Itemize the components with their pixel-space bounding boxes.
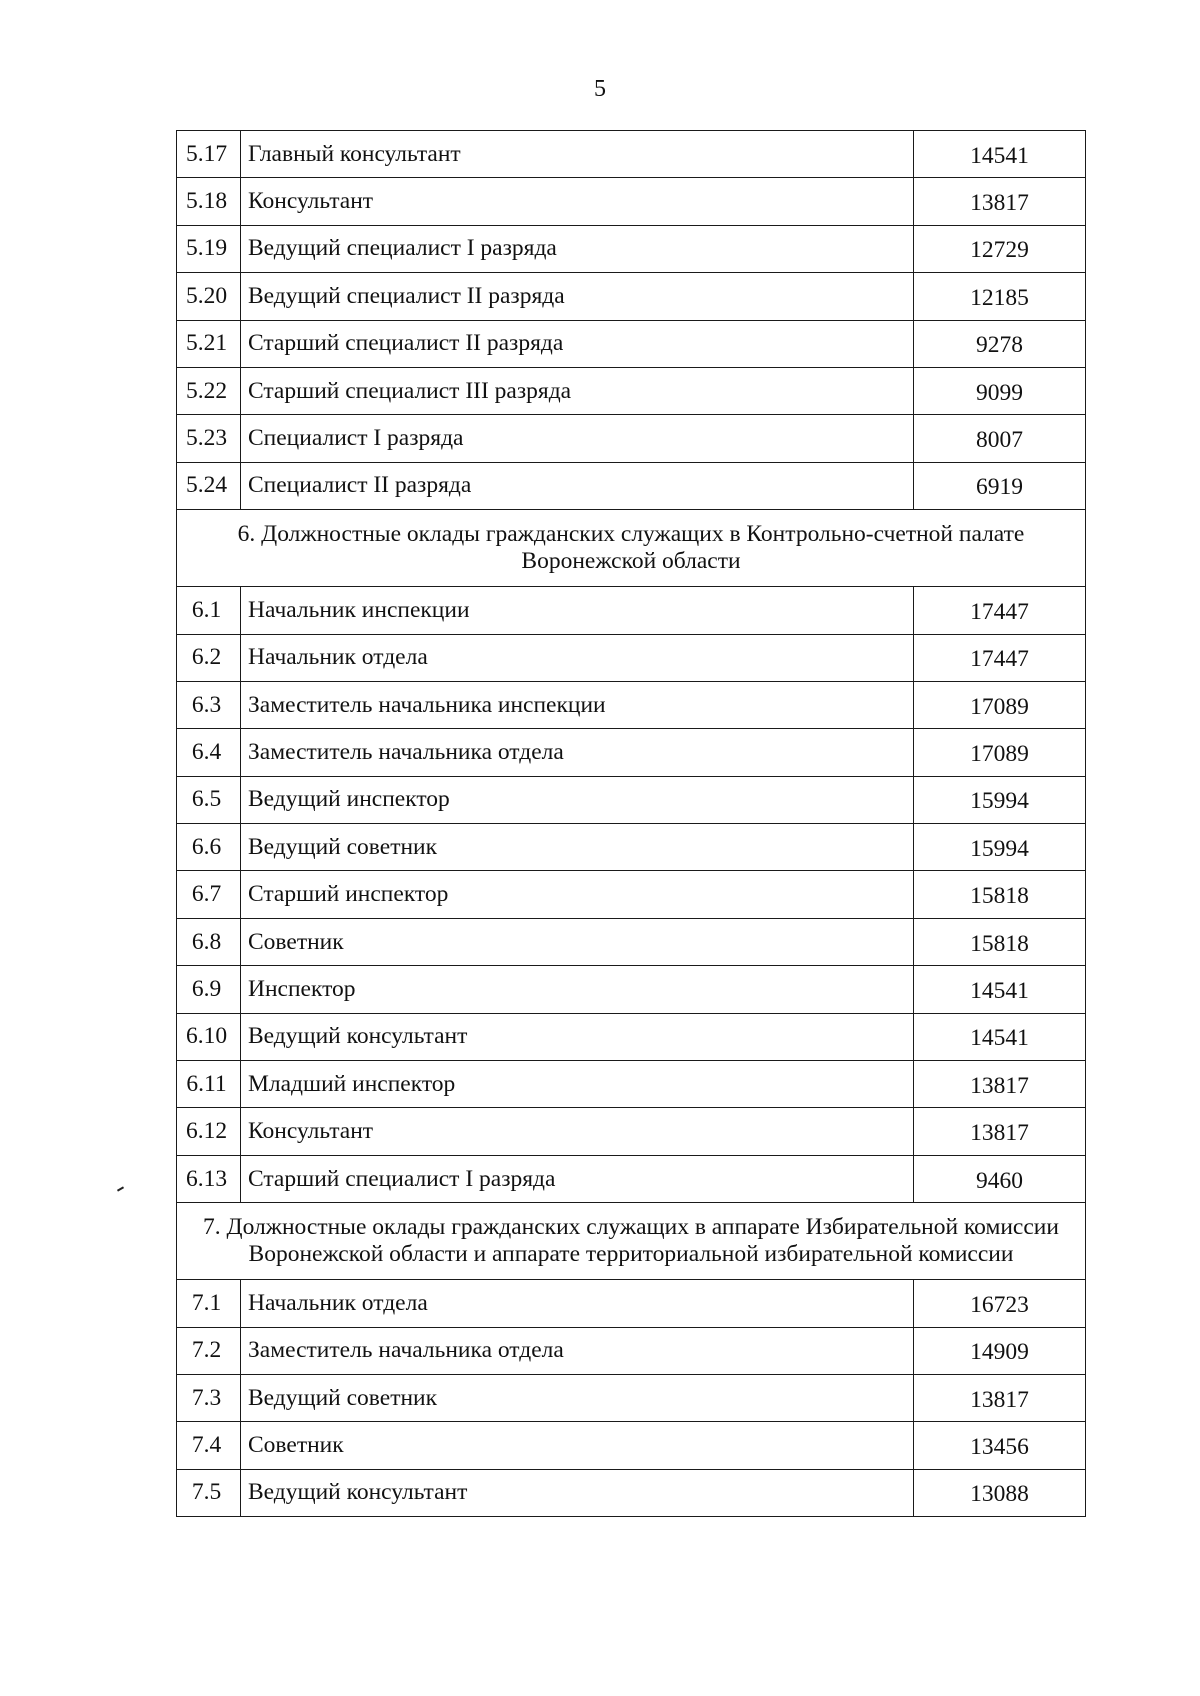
salary-value (914, 320, 1086, 367)
position-title: Главный консультант (241, 131, 914, 178)
salary-value-text: 17089 (970, 740, 1029, 767)
position-title: Советник (241, 918, 914, 965)
section-heading-line2: Воронежской области и аппарате территориальной избирательной комиссии (248, 1241, 1014, 1268)
salary-value (914, 1061, 1086, 1108)
table-row (177, 1374, 1086, 1421)
salary-value (914, 415, 1086, 462)
salary-value (914, 225, 1086, 272)
table-row (177, 1013, 1086, 1060)
row-number: 7.3 (177, 1374, 241, 1421)
table-row (177, 634, 1086, 681)
salary-value-text: 14909 (970, 1339, 1029, 1366)
position-title: Заместитель начальника отдела (241, 729, 914, 776)
salary-value (914, 1469, 1086, 1516)
position-title: Ведущий консультант (241, 1013, 914, 1060)
row-number: 6.7 (177, 871, 241, 918)
row-number: 6.9 (177, 966, 241, 1013)
table-row (177, 587, 1086, 634)
row-number: 7.5 (177, 1469, 241, 1516)
table-row (177, 1327, 1086, 1374)
table-row (177, 966, 1086, 1013)
salary-value-text: 13817 (970, 1386, 1029, 1413)
row-number: 5.17 (177, 131, 241, 178)
salary-value (914, 1327, 1086, 1374)
table-row (177, 681, 1086, 728)
row-number: 6.8 (177, 918, 241, 965)
section-heading (177, 510, 1086, 587)
position-title: Заместитель начальника инспекции (241, 681, 914, 728)
salary-value (914, 871, 1086, 918)
row-number: 6.6 (177, 824, 241, 871)
table-row (177, 1108, 1086, 1155)
salary-value (914, 729, 1086, 776)
salary-value-text: 14541 (970, 977, 1029, 1004)
section-heading-row (177, 510, 1086, 587)
position-title: Начальник инспекции (241, 587, 914, 634)
salary-value (914, 681, 1086, 728)
salary-value (914, 824, 1086, 871)
position-title: Инспектор (241, 966, 914, 1013)
salary-value-text: 13817 (970, 190, 1029, 217)
section-heading (177, 1203, 1086, 1280)
table-row (177, 776, 1086, 823)
row-number: 6.13 (177, 1155, 241, 1202)
salary-value (914, 178, 1086, 225)
position-title: Консультант (241, 1108, 914, 1155)
table-row (177, 1061, 1086, 1108)
table-row (177, 415, 1086, 462)
salary-value-text: 16723 (970, 1291, 1029, 1318)
salary-value (914, 1155, 1086, 1202)
row-number: 7.4 (177, 1422, 241, 1469)
salary-value (914, 918, 1086, 965)
row-number: 7.2 (177, 1327, 241, 1374)
table-row (177, 131, 1086, 178)
row-number: 5.20 (177, 273, 241, 320)
salary-value (914, 634, 1086, 681)
row-number: 6.4 (177, 729, 241, 776)
table-row (177, 824, 1086, 871)
salary-value-text: 6919 (976, 474, 1023, 501)
section-heading-row (177, 1203, 1086, 1280)
section-heading-line1: 7. Должностные оклады гражданских служащих в аппарате Избирательной комиссии (203, 1214, 1059, 1241)
row-number: 6.3 (177, 681, 241, 728)
page-number: 5 (594, 76, 606, 102)
position-title: Старший специалист I разряда (241, 1155, 914, 1202)
table-row (177, 178, 1086, 225)
row-number: 5.18 (177, 178, 241, 225)
table-row (177, 462, 1086, 509)
table-row (177, 918, 1086, 965)
table-row (177, 225, 1086, 272)
salary-table (176, 130, 1086, 1517)
position-title: Специалист I разряда (241, 415, 914, 462)
salary-value (914, 1013, 1086, 1060)
salary-value (914, 1280, 1086, 1327)
table-row (177, 871, 1086, 918)
salary-table-body (177, 131, 1086, 1517)
table-row (177, 273, 1086, 320)
row-number: 5.19 (177, 225, 241, 272)
salary-value-text: 13817 (970, 1072, 1029, 1099)
salary-value-text: 13456 (970, 1434, 1029, 1461)
salary-value-text: 9460 (976, 1167, 1023, 1194)
salary-value (914, 367, 1086, 414)
table-row (177, 320, 1086, 367)
salary-value (914, 776, 1086, 823)
position-title: Ведущий советник (241, 1374, 914, 1421)
salary-value-text: 15994 (970, 788, 1029, 815)
row-number: 6.11 (177, 1061, 241, 1108)
salary-value (914, 587, 1086, 634)
row-number: 6.12 (177, 1108, 241, 1155)
salary-value-text: 17447 (970, 598, 1029, 625)
row-number: 6.1 (177, 587, 241, 634)
position-title: Специалист II разряда (241, 462, 914, 509)
row-number: 5.23 (177, 415, 241, 462)
position-title: Ведущий советник (241, 824, 914, 871)
table-row (177, 729, 1086, 776)
table-row (177, 367, 1086, 414)
salary-value (914, 1374, 1086, 1421)
row-number: 6.2 (177, 634, 241, 681)
position-title: Старший специалист III разряда (241, 367, 914, 414)
scan-mark (117, 1186, 124, 1191)
position-title: Старший инспектор (241, 871, 914, 918)
salary-value-text: 9278 (976, 332, 1023, 359)
salary-value-text: 13088 (970, 1481, 1029, 1508)
position-title: Заместитель начальника отдела (241, 1327, 914, 1374)
section-heading-line2: Воронежской области (521, 548, 741, 575)
position-title: Младший инспектор (241, 1061, 914, 1108)
table-row (177, 1469, 1086, 1516)
row-number: 6.10 (177, 1013, 241, 1060)
section-heading-text (203, 1214, 1059, 1268)
position-title: Старший специалист II разряда (241, 320, 914, 367)
salary-value-text: 14541 (970, 142, 1029, 169)
position-title: Консультант (241, 178, 914, 225)
position-title: Ведущий специалист I разряда (241, 225, 914, 272)
position-title: Начальник отдела (241, 634, 914, 681)
salary-value-text: 17447 (970, 646, 1029, 673)
section-heading-text (238, 521, 1025, 575)
table-row (177, 1422, 1086, 1469)
salary-value-text: 14541 (970, 1025, 1029, 1052)
table-row (177, 1155, 1086, 1202)
position-title: Ведущий инспектор (241, 776, 914, 823)
salary-value (914, 966, 1086, 1013)
row-number: 5.24 (177, 462, 241, 509)
salary-value-text: 15818 (970, 930, 1029, 957)
salary-value (914, 1422, 1086, 1469)
position-title: Советник (241, 1422, 914, 1469)
position-title: Ведущий консультант (241, 1469, 914, 1516)
salary-value-text: 15818 (970, 883, 1029, 910)
salary-value-text: 13817 (970, 1120, 1029, 1147)
section-heading-line1: 6. Должностные оклады гражданских служащих в Контрольно-счетной палате (237, 521, 1025, 548)
salary-value-text: 12729 (970, 237, 1029, 264)
salary-value (914, 462, 1086, 509)
position-title: Начальник отдела (241, 1280, 914, 1327)
salary-value (914, 273, 1086, 320)
row-number: 5.22 (177, 367, 241, 414)
row-number: 5.21 (177, 320, 241, 367)
salary-value-text: 15994 (970, 835, 1029, 862)
salary-value-text: 12185 (970, 284, 1029, 311)
salary-value-text: 9099 (976, 379, 1023, 406)
position-title: Ведущий специалист II разряда (241, 273, 914, 320)
salary-value (914, 1108, 1086, 1155)
salary-value-text: 8007 (976, 427, 1023, 454)
row-number: 7.1 (177, 1280, 241, 1327)
row-number: 6.5 (177, 776, 241, 823)
table-row (177, 1280, 1086, 1327)
salary-value (914, 131, 1086, 178)
salary-value-text: 17089 (970, 693, 1029, 720)
